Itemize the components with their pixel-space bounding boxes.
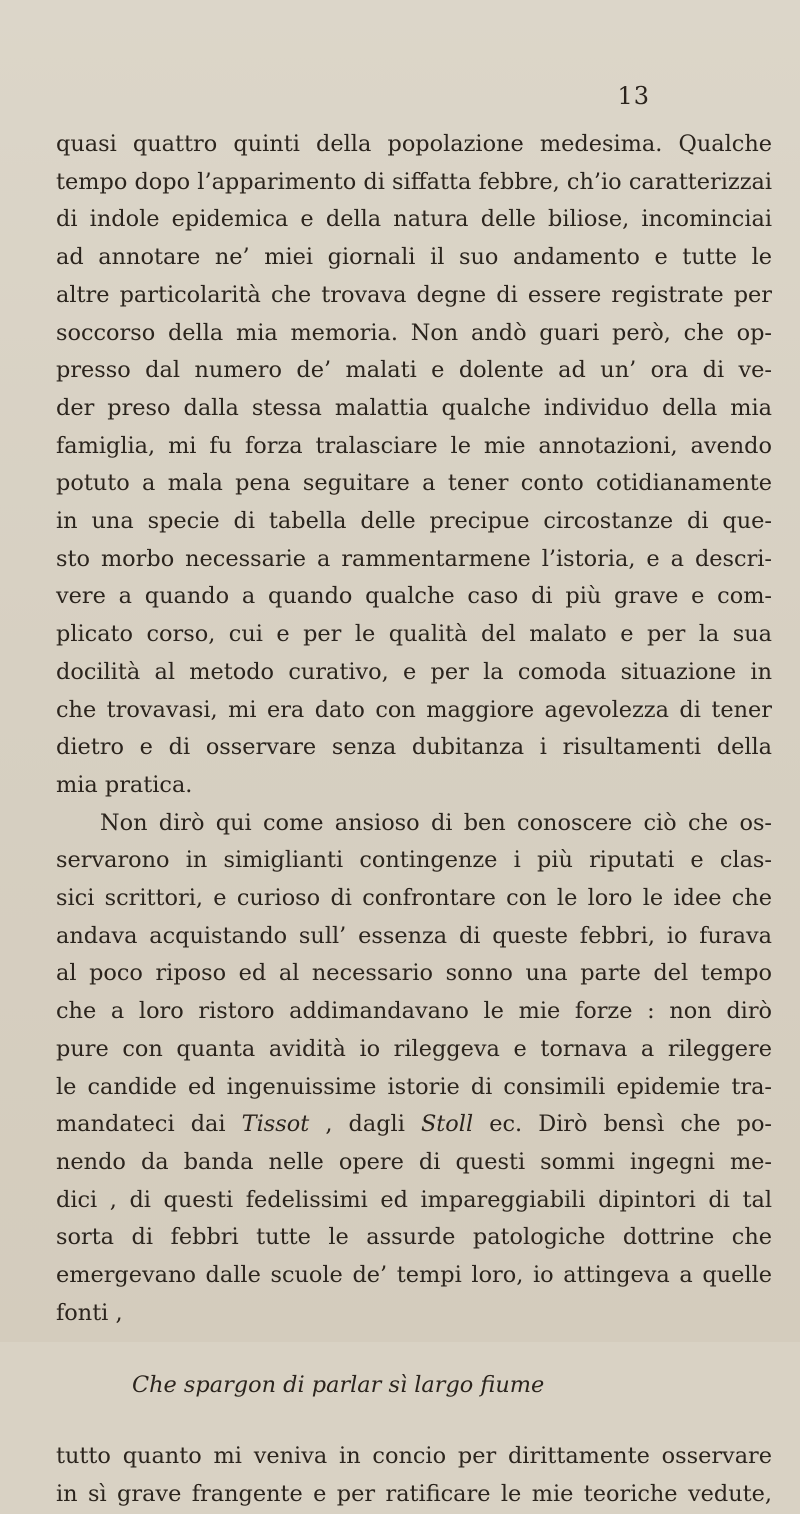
text-line: der preso dalla stessa malattia qualche individuo della mia (56, 394, 772, 421)
text-line: altre particolarità che trovava degne di essere registrate per (56, 281, 772, 308)
paragraph-end-line: mia pratica. (56, 771, 193, 798)
text-line: tempo dopo l’apparimento di siffatta febbre, ch’io caratterizzai (56, 168, 772, 195)
text-line: famiglia, mi fu forza tralasciare le mie annotazioni, avendo (56, 432, 772, 459)
text-line: le candide ed ingenuissime istorie di consimili epidemie tra- (56, 1073, 772, 1100)
text-line: quasi quattro quinti della popolazione medesima. Qualche (56, 131, 772, 157)
page-number: 13 (617, 82, 650, 110)
author-name-stoll: Stoll (420, 1111, 474, 1138)
author-name-tissot: Tissot (241, 1111, 310, 1138)
text-line: al poco riposo ed al necessario sonno una parte del tempo (56, 960, 772, 987)
text-line: sici scrittori, e curioso di confrontare con le loro le idee che (56, 885, 772, 912)
text-line: potuto a mala pena seguitare a tener conto cotidianamente (56, 470, 772, 497)
text-line: in sì grave frangente e per ratificare le mie teoriche vedute, (56, 1480, 772, 1507)
text-fragment: , dagli (325, 1111, 405, 1138)
verse-spacing (56, 1404, 772, 1438)
text-line: nendo da banda nelle opere di questi sommi ingegni me- (56, 1148, 772, 1175)
text-line: plicato corso, cui e per le qualità del malato e per la sua (56, 621, 772, 648)
text-line: emergevano dalle scuole de’ tempi loro, io attingeva a quelle (56, 1262, 772, 1289)
text-fragment: mandateci dai (56, 1111, 226, 1138)
paragraph-start-line: Non dirò qui come ansioso di ben conoscere ciò che os- (100, 809, 772, 836)
text-line: dici , di questi fedelissimi ed impareggiabili dipintori di tal (56, 1186, 772, 1213)
text-line: pure con quanta avidità io rileggeva e tornava a rileggere (56, 1035, 772, 1062)
text-line: ad annotare ne’ miei giornali il suo andamento e tutte le (56, 244, 772, 271)
text-line: tutto quanto mi veniva in concio per dirittamente osservare (56, 1443, 772, 1470)
text-line-with-names (56, 1106, 772, 1144)
text-line: andava acquistando sull’ essenza di queste febbri, io furava (56, 922, 772, 949)
text-fragment: ec. Dirò bensì che po- (489, 1111, 772, 1138)
text-line: sto morbo necessarie a rammentarmene l’istoria, e a descri- (56, 545, 772, 572)
verse-quotation: Che spargon di parlar sì largo fiume (132, 1371, 545, 1398)
text-line: vere a quando a quando qualche caso di più grave e com- (56, 583, 772, 610)
text-line: di indole epidemica e della natura delle biliose, incominciai (56, 206, 772, 233)
text-line: servarono in simiglianti contingenze i più riputati e clas- (56, 847, 772, 874)
body-text (56, 126, 772, 1514)
text-line: che trovavasi, mi era dato con maggiore agevolezza di tener (56, 696, 772, 723)
text-line: presso dal numero de’ malati e dolente ad un’ ora di ve- (56, 357, 772, 384)
text-line: in una specie di tabella delle precipue circostanze di que- (56, 508, 772, 535)
text-line: che a loro ristoro addimandavano le mie forze : non dirò (56, 998, 772, 1025)
text-line: dietro e di osservare senza dubitanza i risultamenti della (56, 734, 772, 761)
text-line: soccorso della mia memoria. Non andò guari però, che op- (56, 319, 772, 346)
text-line: sorta di febbri tutte le assurde patologiche dottrine che (56, 1224, 772, 1251)
text-line: fonti , (56, 1299, 123, 1326)
verse-spacing (56, 1333, 772, 1367)
text-line: docilità al metodo curativo, e per la comoda situazione in (56, 658, 772, 685)
